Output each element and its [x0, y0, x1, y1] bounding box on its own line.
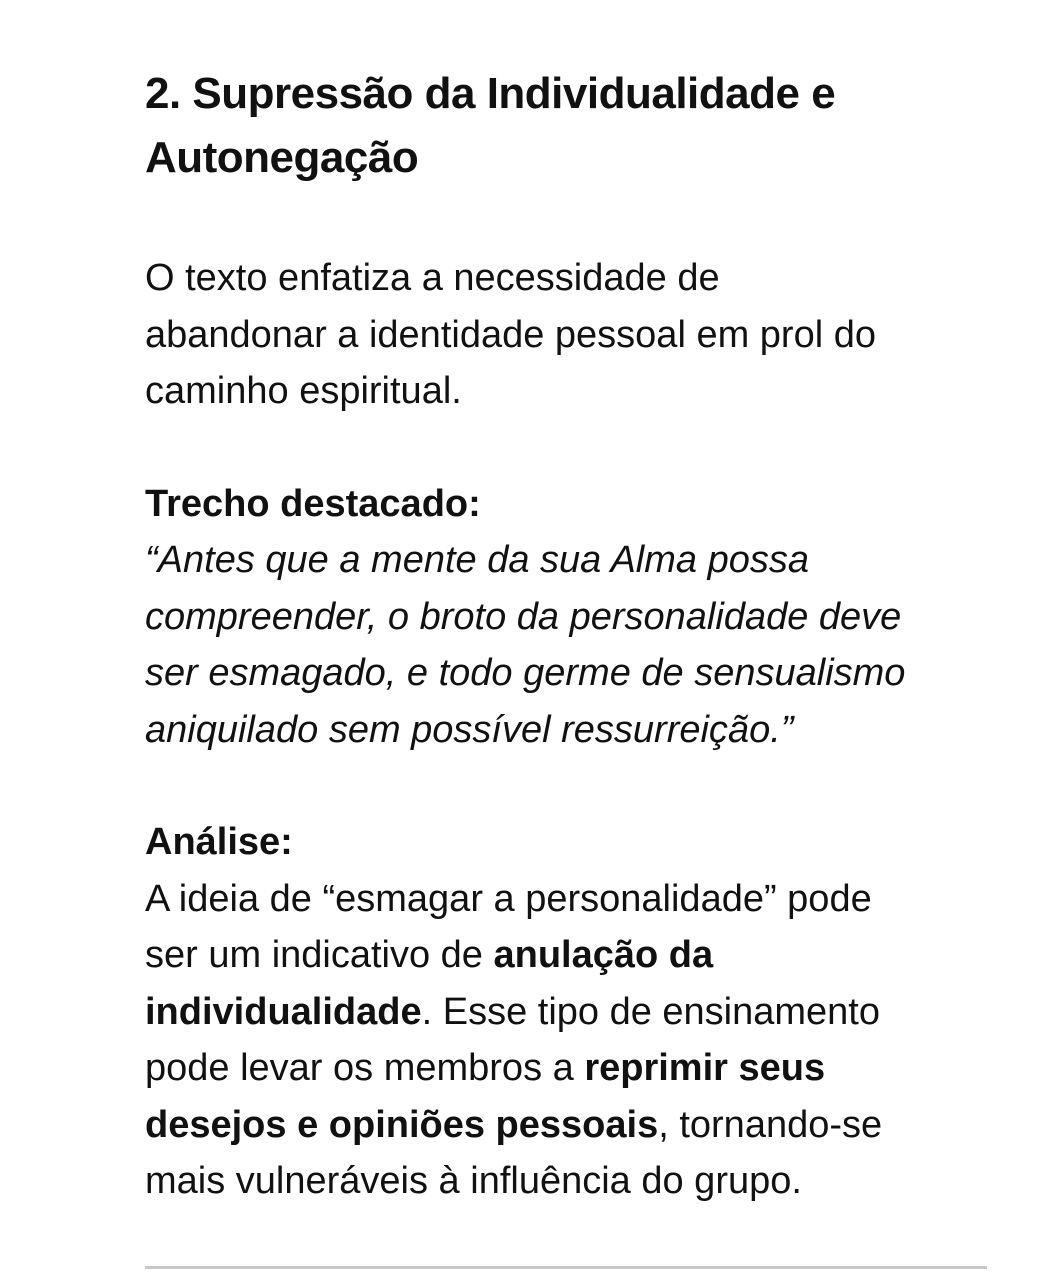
analysis-line-2-bold: anulação da	[493, 934, 714, 976]
analysis-line-6: mais vulneráveis à influência do grupo.	[145, 1160, 802, 1202]
section-title	[145, 62, 1005, 190]
analysis-line-1: A ideia de “esmagar a personalidade” pode	[145, 877, 872, 920]
analysis-line-4-text: pode levar os membros a	[145, 1047, 585, 1089]
excerpt-quote	[145, 532, 1005, 758]
article-content	[145, 62, 1005, 1210]
intro-line-3: caminho espiritual.	[145, 370, 462, 412]
analysis-line-3-bold: individualidade	[145, 990, 422, 1033]
section-title-line-2: Autonegação	[145, 133, 419, 182]
analysis-paragraph	[145, 871, 1005, 1210]
intro-line-2: abandonar a identidade pessoal em prol do	[145, 313, 876, 356]
quote-line-3: ser esmagado, e todo germe de sensualismo	[145, 652, 906, 694]
section-divider	[145, 1266, 987, 1269]
excerpt-block	[145, 476, 1005, 759]
quote-line-4: aniquilado sem possível ressurreição.”	[145, 708, 794, 751]
quote-line-2: compreender, o broto da personalidade deve	[145, 595, 902, 638]
excerpt-label: Trecho destacado:	[145, 482, 481, 525]
analysis-block	[145, 814, 1005, 1210]
quote-line-1: “Antes que a mente da sua Alma possa	[145, 539, 809, 581]
intro-line-1: O texto enfatiza a necessidade de	[145, 257, 720, 299]
analysis-line-5-bold: desejos e opiniões pessoais	[145, 1103, 659, 1146]
analysis-line-2-text: ser um indicativo de	[145, 934, 494, 976]
analysis-line-4-bold: reprimir seus	[584, 1047, 826, 1089]
analysis-line-3-text: . Esse tipo de ensinamento	[421, 990, 881, 1033]
analysis-line-5-text: , tornando-se	[658, 1103, 883, 1146]
section-title-line-1: 2. Supressão da Individualidade e	[145, 69, 836, 118]
analysis-label: Análise:	[145, 821, 293, 863]
intro-paragraph	[145, 250, 1005, 420]
